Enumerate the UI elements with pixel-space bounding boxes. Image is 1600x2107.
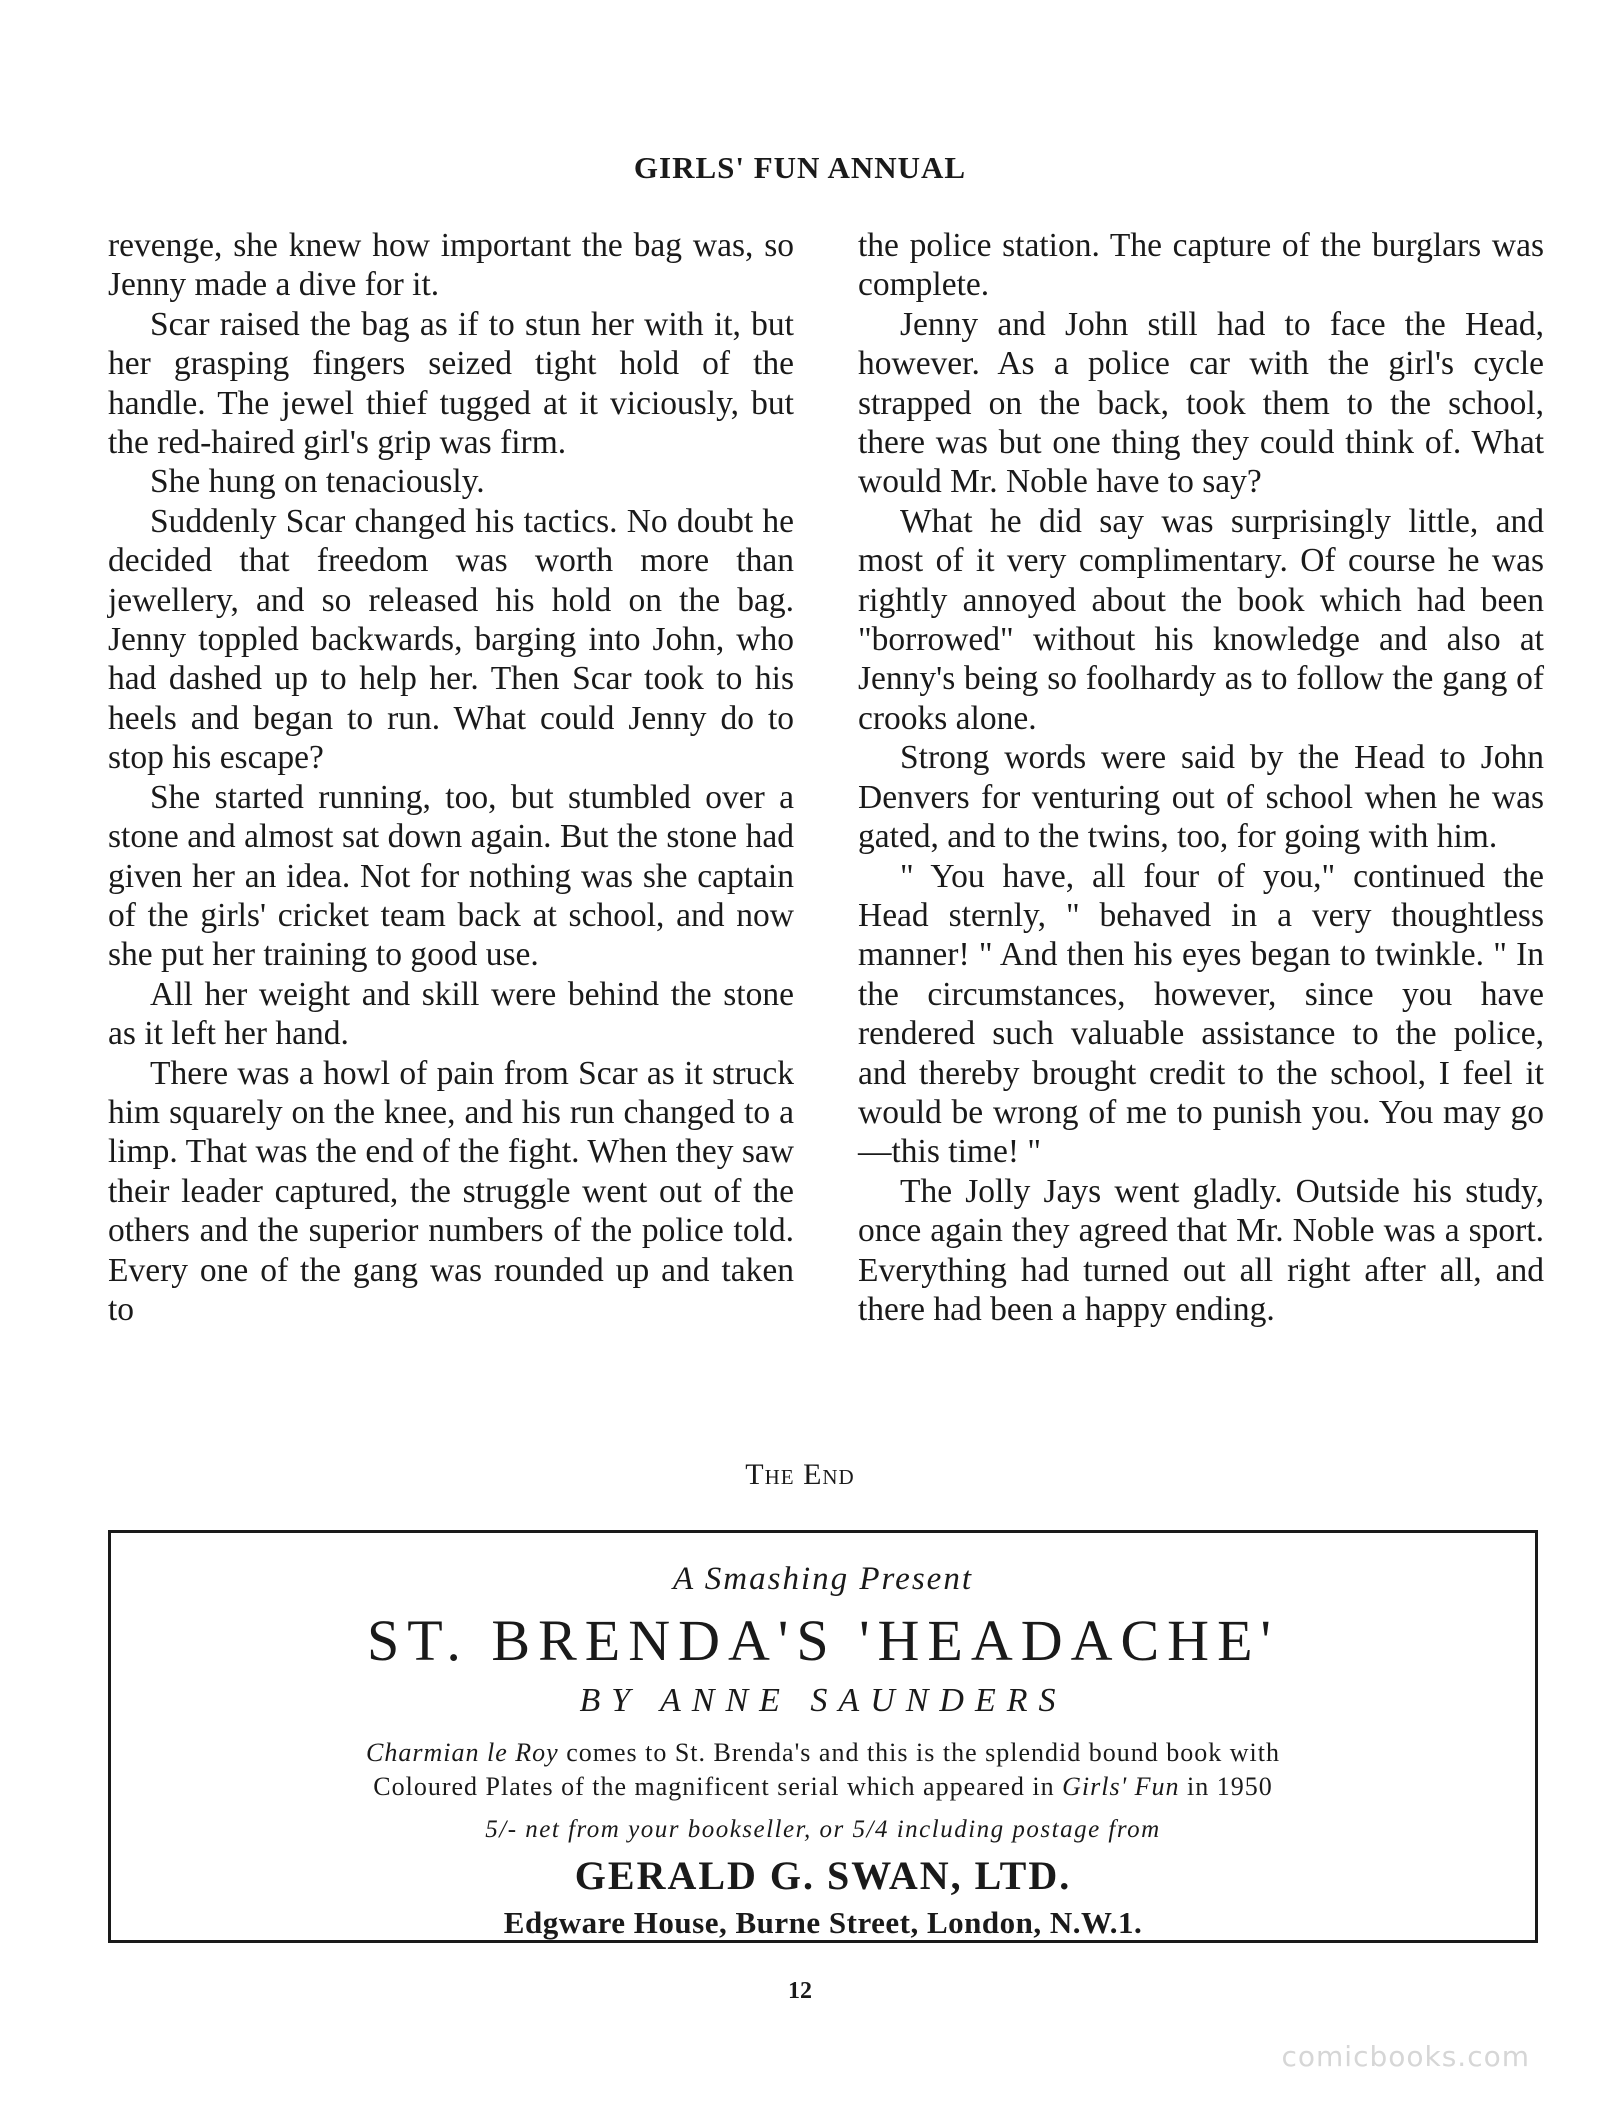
story-paragraph: What he did say was surprisingly little, and most of it very complimentary. Of course he was rightly annoyed about the book which had been "borrowed" without his knowledge and also at Jenny's being so foolhardy as to follow the gang of crooks alone. (858, 502, 1544, 737)
advert-publisher: GERALD G. SWAN, LTD. (574, 1853, 1072, 1898)
running-title: GIRLS' FUN ANNUAL (633, 150, 967, 185)
advert-magazine-name: Girls' Fun (1062, 1772, 1180, 1801)
advert-book-title: ST. BRENDA'S 'HEADACHE' (367, 1608, 1279, 1673)
story-paragraph: There was a howl of pain from Scar as it struck him squarely on the knee, and his run changed to a limp. That was the end of the fight. When they saw their leader captured, the struggle went out of the others and the superior numbers of the police told. Every one of the gang was rounded up and taken to (108, 1054, 794, 1328)
advert-description (111, 1736, 1535, 1804)
advert-character-name: Charmian le Roy (366, 1738, 559, 1767)
story-paragraph: " You have, all four of you," continued the Head sternly, " behaved in a very thoughtless manner! " And then his eyes began to twinkle. " In the circumstances, however, since you have rendered such valuable assistance to the police, and thereby brought credit to the school, I feel it would be wrong of me to punish you. You may go—this time! " (858, 857, 1544, 1171)
story-paragraph: the police station. The capture of the burglars was complete. (858, 227, 1544, 304)
story-paragraph: Scar raised the bag as if to stun her with it, but her grasping fingers seized tight hold of the handle. The jewel thief tugged at it viciously, but the red-haired girl's grip was firm. (108, 305, 794, 462)
advert-description-text: Coloured Plates of the magnificent serial which appeared in (373, 1772, 1063, 1801)
advert-author: BY ANNE SAUNDERS (579, 1682, 1067, 1719)
watermark: comicbooks.com (1281, 2040, 1530, 2073)
story-paragraph: The Jolly Jays went gladly. Outside his study, once again they agreed that Mr. Noble was a sport. Everything had turned out all right after all, and there had been a happy ending. (858, 1172, 1544, 1328)
advert-intro: A Smashing Present (673, 1561, 973, 1597)
story-paragraph: She started running, too, but stumbled over a stone and almost sat down again. But the stone had given her an idea. Not for nothing was she captain of the girls' cricket team back at school, and now she put her training to good use. (108, 778, 794, 974)
story-right-column (858, 226, 1544, 1329)
advert-description-text: comes to St. Brenda's and this is the splendid bound book with (558, 1738, 1280, 1767)
book-advert-box (108, 1530, 1538, 1943)
story-paragraph: All her weight and skill were behind the stone as it left her hand. (108, 975, 794, 1053)
story-paragraph: revenge, she knew how important the bag was, so Jenny made a dive for it. (108, 227, 794, 304)
page-number: 12 (788, 1978, 812, 2004)
story-paragraph: Jenny and John still had to face the Head, however. As a police car with the girl's cycle strapped on the back, took them to the school, there was but one thing they could think of. What would Mr. Noble have to say? (858, 305, 1544, 501)
advert-description-text: in 1950 (1179, 1772, 1273, 1801)
story-paragraph: Strong words were said by the Head to John Denvers for venturing out of school when he was gated, and to the twins, too, for going with him. (858, 739, 1544, 856)
advert-price: 5/- net from your bookseller, or 5/4 including postage from (485, 1816, 1161, 1843)
story-columns (108, 226, 1544, 1329)
story-paragraph: Suddenly Scar changed his tactics. No doubt he decided that freedom was worth more than jewellery, and so released his hold on the bag. Jenny toppled backwards, barging into John, who had dashed up to help her. Then Scar took to his heels and began to run. What could Jenny do to stop his escape? (108, 502, 794, 777)
advert-description-line (111, 1770, 1535, 1804)
story-left-column (108, 226, 794, 1329)
advert-address: Edgware House, Burne Street, London, N.W.1. (503, 1905, 1143, 1940)
the-end-mark: The End (745, 1458, 855, 1491)
advert-description-line (111, 1736, 1535, 1770)
story-paragraph: She hung on tenaciously. (150, 463, 485, 501)
